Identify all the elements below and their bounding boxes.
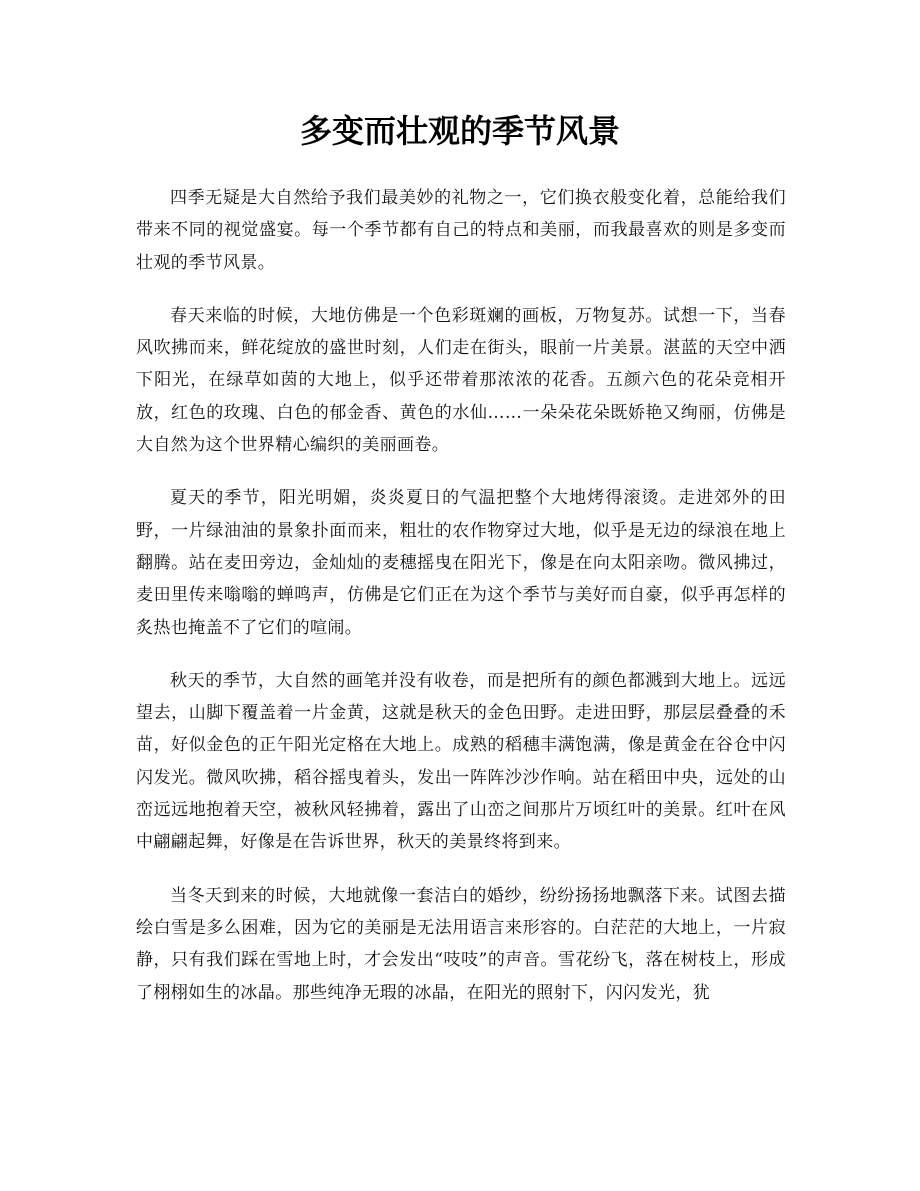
document-body (136, 182, 786, 1030)
paragraph-winter: 当冬天到来的时候，大地就像一套洁白的婚纱，纷纷扬扬地飘落下来。试图去描绘白雪是多么困难，因为它的美丽是无法用语言来形容的。白茫茫的大地上，一片寂静，只有我们踩在雪地上时，才会发出“吱吱”的声音。雪花纷飞，落在树枝上，形成了栩栩如生的冰晶。那些纯净无瑕的冰晶，在阳光的照射下，闪闪发光，犹 (136, 885, 786, 1003)
document-title: 多变而壮观的季节风景 (299, 112, 620, 150)
paragraph-autumn: 秋天的季节，大自然的画笔并没有收卷，而是把所有的颜色都溅到大地上。远远望去，山脚下覆盖着一片金黄，这就是秋天的金色田野。走进田野，那层层叠叠的禾苗，好似金色的正午阳光定格在大地上。成熟的稻穗丰满饱满，像是黄金在谷仓中闪闪发光。微风吹拂，稻谷摇曳着头，发出一阵阵沙沙作响。站在稻田中央，远处的山峦远远地抱着天空，被秋风轻拂着，露出了山峦之间那片万顷红叶的美景。红叶在风中翩翩起舞，好像是在告诉世界，秋天的美景终将到来。 (136, 670, 786, 853)
paragraph-summer: 夏天的季节，阳光明媚，炎炎夏日的气温把整个大地烤得滚烫。走进郊外的田野，一片绿油油的景象扑面而来，粗壮的农作物穿过大地，似乎是无边的绿浪在地上翻腾。站在麦田旁边，金灿灿的麦穗摇曳在阳光下，像是在向太阳亲吻。微风拂过，麦田里传来嗡嗡的蝉鸣声，仿佛是它们正在为这个季节与美好而自豪，似乎再怎样的炙热也掩盖不了它们的喧闹。 (136, 488, 786, 638)
paragraph-spring: 春天来临的时候，大地仿佛是一个色彩斑斓的画板，万物复苏。试想一下，当春风吹拂而来，鲜花绽放的盛世时刻，人们走在街头，眼前一片美景。湛蓝的天空中洒下阳光，在绿草如茵的大地上，似乎还带着那浓浓的花香。五颜六色的花朵竞相开放，红色的玫瑰、白色的郁金香、黄色的水仙……一朵朵花朵既娇艳又绚丽，仿佛是大自然为这个世界精心编织的美丽画卷。 (136, 305, 786, 456)
paragraph-intro: 四季无疑是大自然给予我们最美妙的礼物之一，它们换衣般变化着，总能给我们带来不同的视觉盛宴。每一个季节都有自己的特点和美丽，而我最喜欢的则是多变而壮观的季节风景。 (136, 188, 786, 273)
